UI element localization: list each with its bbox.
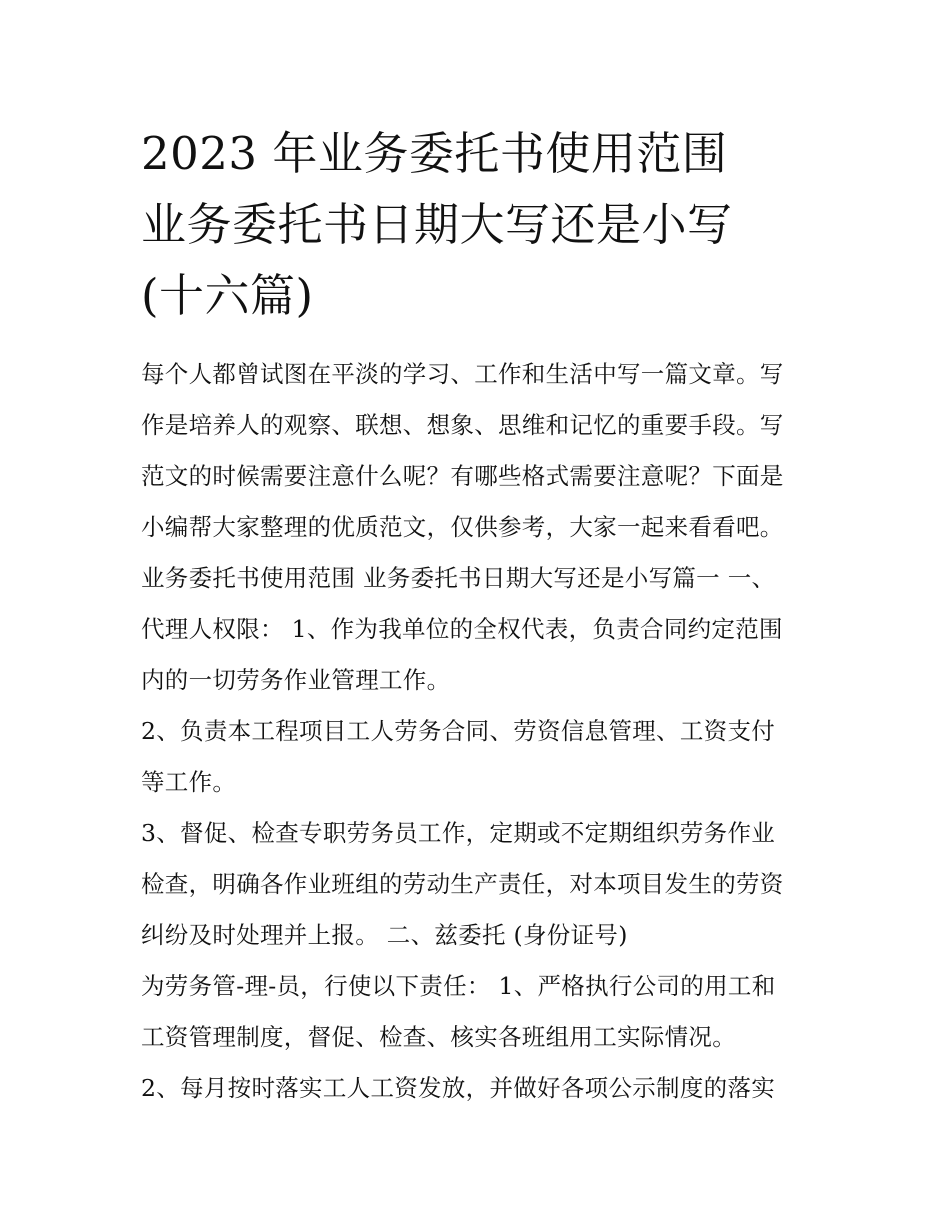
body-line: 小编帮大家整理的优质范文，仅供参考，大家一起来看看吧。 — [141, 513, 784, 541]
body-line: 检查，明确各作业班组的劳动生产责任，对本项目发生的劳资 — [141, 870, 784, 898]
body-line: 2、负责本工程项目工人劳务合同、劳资信息管理、工资支付 — [141, 717, 776, 745]
body-line: 每个人都曾试图在平淡的学习、工作和生活中写一篇文章。写 — [141, 360, 784, 388]
body-line: 业务委托书使用范围 业务委托书日期大写还是小写篇一 一、 — [141, 564, 776, 592]
document-title — [141, 118, 830, 331]
body-line: 内的一切劳务作业管理工作。 — [141, 666, 451, 694]
body-line: 纠纷及时处理并上报。 二、兹委托 (身份证号) — [141, 921, 628, 949]
body-line: 范文的时候需要注意什么呢？有哪些格式需要注意呢？下面是 — [141, 462, 784, 490]
document-body — [141, 349, 830, 1114]
body-line: 3、督促、检查专职劳务员工作，定期或不定期组织劳务作业 — [141, 819, 776, 847]
body-line: 等工作。 — [141, 768, 237, 796]
body-line: 工资管理制度，督促、检查、核实各班组用工实际情况。 — [141, 1023, 736, 1051]
body-line: 作是培养人的观察、联想、想象、思维和记忆的重要手段。写 — [141, 411, 784, 439]
body-line: 代理人权限： 1、作为我单位的全权代表，负责合同约定范围 — [141, 615, 783, 643]
title-line-3: (十六篇) — [141, 269, 314, 322]
title-line-2: 业务委托书日期大写还是小写 — [141, 198, 733, 251]
body-line: 为劳务管-理-员，行使以下责任： 1、严格执行公司的用工和 — [141, 972, 776, 1000]
title-line-1: 2023 年业务委托书使用范围 — [141, 127, 728, 180]
body-line: 2、每月按时落实工人工资发放，并做好各项公示制度的落实 — [141, 1074, 776, 1102]
